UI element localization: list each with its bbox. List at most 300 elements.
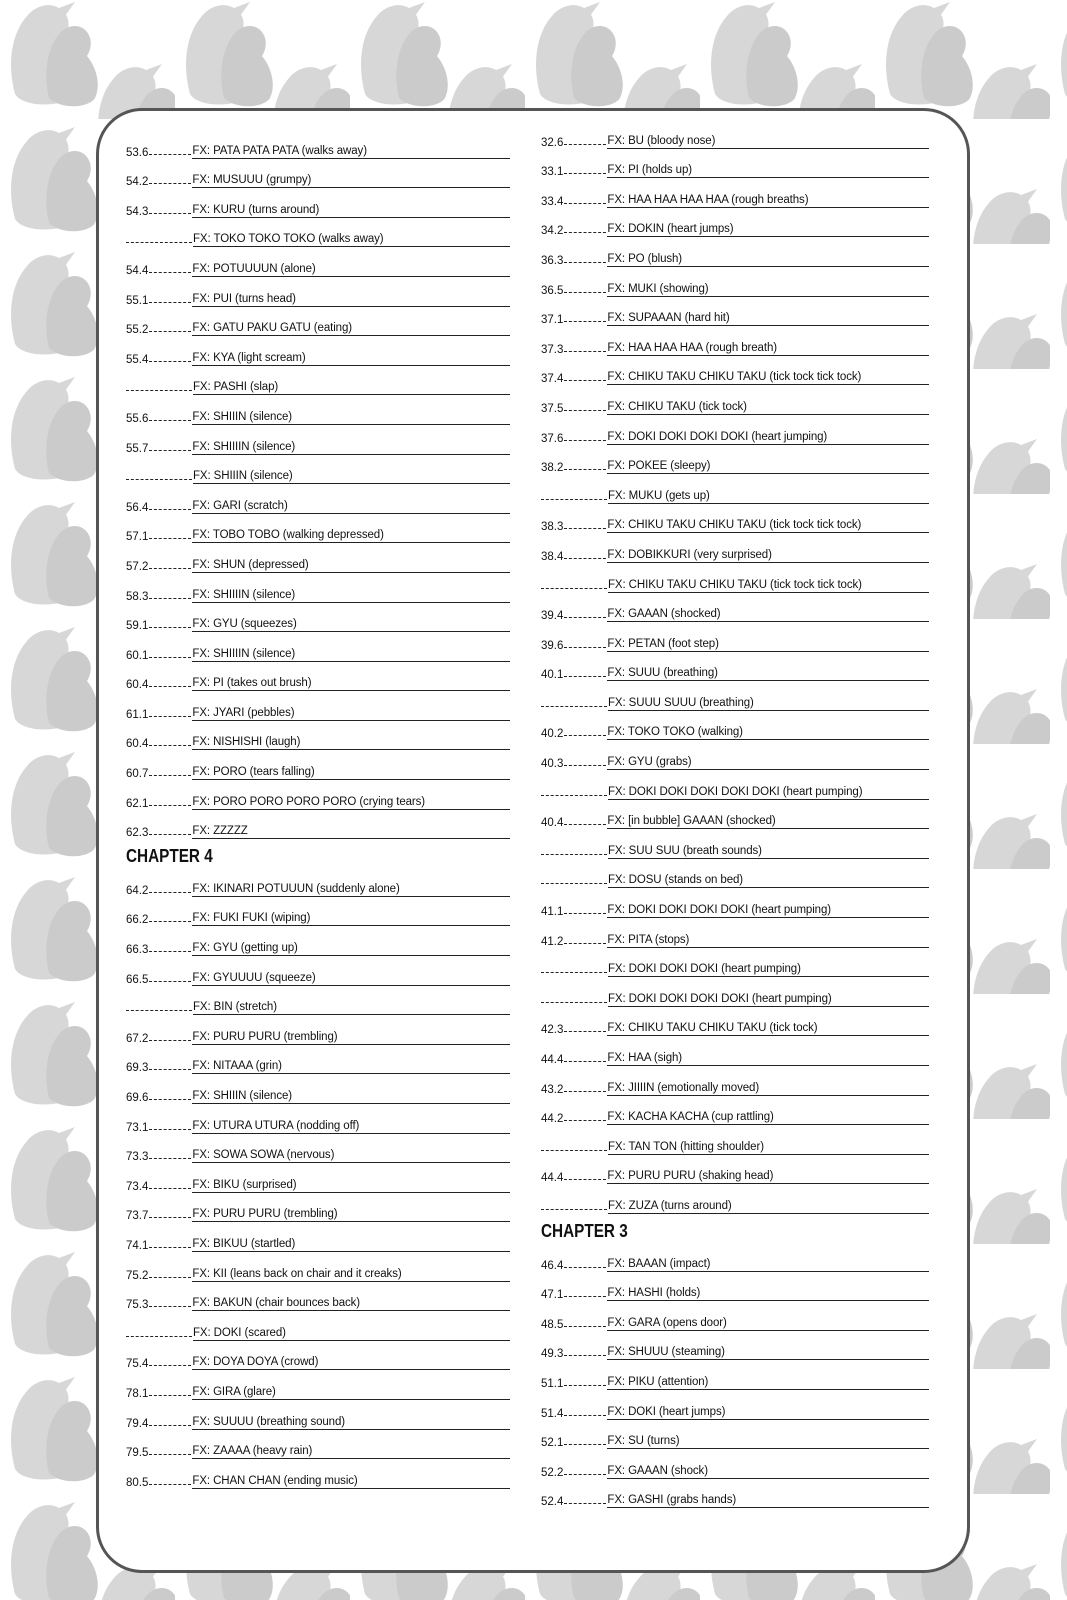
- fx-text: FX: CHAN CHAN (ending music): [192, 1475, 510, 1489]
- page-ref: 69.3: [126, 1062, 149, 1075]
- fx-entry: [126, 484, 510, 514]
- fx-text: FX: HAA HAA HAA (rough breath): [607, 342, 929, 356]
- dash-leader: [149, 657, 191, 658]
- page-ref: 75.3: [126, 1299, 149, 1312]
- fx-entry: [126, 573, 510, 603]
- dash-leader: [541, 972, 607, 973]
- fx-text: FX: GYU (squeezes): [192, 618, 510, 632]
- fx-entry: [541, 326, 929, 356]
- page-ref: 73.7: [126, 1210, 149, 1223]
- fx-entry: [541, 208, 929, 238]
- fx-text: FX: SHIIIIN (silence): [192, 648, 510, 662]
- left-column: [126, 129, 510, 1489]
- left-entries-a: [126, 129, 510, 839]
- fx-entry: [541, 977, 929, 1007]
- dash-leader: [541, 499, 607, 500]
- fx-entry: [541, 652, 929, 682]
- page-ref: 57.1: [126, 531, 149, 544]
- page-ref: 41.1: [541, 906, 564, 919]
- fx-entry: [541, 1301, 929, 1331]
- fx-entry: [126, 1311, 510, 1341]
- page-ref: 60.1: [126, 649, 149, 662]
- page-ref: 33.4: [541, 195, 564, 208]
- page-ref: 60.4: [126, 679, 149, 692]
- page-ref: 47.1: [541, 1289, 564, 1302]
- fx-text: FX: BAKUN (chair bounces back): [192, 1297, 510, 1311]
- fx-text: FX: KACHA KACHA (cup rattling): [607, 1111, 929, 1125]
- dash-leader: [564, 1091, 606, 1092]
- dash-leader: [149, 538, 191, 539]
- fx-entry: [126, 1252, 510, 1282]
- right-entries-b: [541, 1242, 929, 1508]
- page-ref: 64.2: [126, 884, 149, 897]
- dash-leader: [149, 183, 191, 184]
- right-entries-a: [541, 119, 929, 1214]
- fx-entry: [541, 1036, 929, 1066]
- dash-leader: [149, 361, 191, 362]
- page-ref: 60.4: [126, 738, 149, 751]
- fx-entry: [126, 1341, 510, 1371]
- fx-text: FX: TOKO TOKO (walking): [607, 726, 929, 740]
- fx-entry: [541, 1331, 929, 1361]
- fx-entry: [541, 800, 929, 830]
- right-column: [541, 119, 929, 1508]
- fx-text: FX: PORO (tears falling): [192, 766, 510, 780]
- dash-leader: [564, 351, 606, 352]
- fx-entry: [541, 415, 929, 445]
- dash-leader: [149, 1188, 191, 1189]
- fx-entry: [541, 681, 929, 711]
- page-ref: 44.4: [541, 1054, 564, 1066]
- fx-text: FX: SHIIIIN (silence): [192, 441, 510, 455]
- fx-entry: [541, 1272, 929, 1302]
- page-ref: 40.3: [541, 758, 564, 771]
- page-ref: 39.4: [541, 610, 564, 623]
- fx-entry: [541, 1420, 929, 1450]
- fx-entry: [541, 385, 929, 415]
- fx-text: FX: SHIIIN (silence): [192, 1090, 510, 1104]
- page-ref: 42.3: [541, 1024, 564, 1037]
- page-ref: 43.2: [541, 1083, 564, 1096]
- page-ref: 53.6: [126, 146, 149, 159]
- fx-entry: [126, 1074, 510, 1104]
- dash-leader: [149, 1454, 191, 1455]
- dash-leader: [564, 203, 606, 204]
- fx-text: FX: SU (turns): [607, 1435, 929, 1449]
- fx-entry: [541, 1096, 929, 1126]
- dash-leader: [149, 154, 191, 155]
- dash-leader: [149, 509, 191, 510]
- fx-entry: [541, 918, 929, 948]
- dash-leader: [564, 1385, 606, 1386]
- fx-entry: [541, 563, 929, 593]
- dash-leader: [149, 1365, 191, 1366]
- page-ref: 55.6: [126, 412, 149, 425]
- fx-text: FX: PUI (turns head): [192, 293, 510, 307]
- fx-text: FX: CHIKU TAKU (tick tock): [607, 401, 929, 415]
- page-ref: 74.1: [126, 1239, 149, 1252]
- page-ref: 78.1: [126, 1387, 149, 1400]
- dash-leader: [149, 686, 191, 687]
- fx-text: FX: PI (holds up): [607, 164, 929, 178]
- fx-text: FX: GAAAN (shock): [607, 1465, 929, 1479]
- fx-text: FX: DOKI (heart jumps): [607, 1406, 929, 1420]
- fx-text: FX: IKINARI POTUUUN (suddenly alone): [192, 883, 510, 897]
- page-ref: 46.4: [541, 1259, 564, 1272]
- dash-leader: [541, 854, 607, 855]
- fx-text: FX: DOKI DOKI DOKI DOKI (heart jumping): [607, 431, 929, 445]
- fx-entry: [541, 237, 929, 267]
- page-ref: 38.2: [541, 462, 564, 475]
- fx-text: FX: NISHISHI (laugh): [192, 736, 510, 750]
- fx-entry: [126, 897, 510, 927]
- fx-text: FX: BU (bloody nose): [607, 135, 929, 149]
- fx-entry: [541, 1155, 929, 1185]
- page-ref: 54.2: [126, 176, 149, 189]
- dash-leader: [564, 321, 606, 322]
- page-ref: 33.1: [541, 166, 564, 179]
- fx-entry: [126, 926, 510, 956]
- page-ref: 40.4: [541, 817, 564, 830]
- page-ref: 55.7: [126, 442, 149, 455]
- page-ref: 60.7: [126, 768, 149, 781]
- page-ref: 51.1: [541, 1377, 564, 1390]
- page-ref: 44.2: [541, 1113, 564, 1126]
- fx-text: FX: SUU SUU (breath sounds): [608, 845, 929, 859]
- dash-leader: [149, 213, 191, 214]
- page-ref: 37.3: [541, 343, 564, 356]
- page-ref: 66.3: [126, 944, 149, 957]
- dash-leader: [149, 1277, 191, 1278]
- dash-leader: [149, 834, 191, 835]
- fx-entry: [126, 188, 510, 218]
- dash-leader: [541, 1002, 607, 1003]
- fx-text: FX: SHIIIIN (silence): [192, 589, 510, 603]
- fx-entry: [541, 593, 929, 623]
- fx-entry: [126, 1400, 510, 1430]
- dash-leader: [564, 1503, 606, 1504]
- fx-text: FX: SHIIIN (silence): [192, 411, 510, 425]
- page-ref: 32.6: [541, 136, 564, 149]
- page-ref: 69.6: [126, 1092, 149, 1104]
- page-ref: 52.2: [541, 1466, 564, 1479]
- dash-leader: [126, 1010, 192, 1011]
- fx-text: FX: GYU (getting up): [192, 942, 510, 956]
- fx-entry: [126, 750, 510, 780]
- fx-text: FX: JIIIIN (emotionally moved): [607, 1082, 929, 1096]
- dash-leader: [149, 302, 191, 303]
- page-ref: 56.4: [126, 501, 149, 514]
- fx-text: FX: GYUUUU (squeeze): [192, 972, 510, 986]
- page-ref: 37.1: [541, 314, 564, 327]
- fx-text: FX: SHUUU (steaming): [607, 1346, 929, 1360]
- fx-entry: [541, 1125, 929, 1155]
- page-ref: 73.1: [126, 1121, 149, 1134]
- page-ref: 54.3: [126, 205, 149, 218]
- page-ref: 52.1: [541, 1437, 564, 1450]
- page-ref: 79.5: [126, 1447, 149, 1460]
- dash-leader: [564, 1179, 606, 1180]
- dash-leader: [564, 528, 606, 529]
- fx-entry: [541, 1449, 929, 1479]
- dash-leader: [564, 232, 606, 233]
- dash-leader: [541, 795, 607, 796]
- fx-text: FX: CHIKU TAKU CHIKU TAKU (tick tock): [607, 1022, 929, 1036]
- fx-text: FX: PITA (stops): [607, 934, 929, 948]
- page-ref: 66.5: [126, 973, 149, 986]
- fx-entry: [126, 1430, 510, 1460]
- dash-leader: [149, 627, 191, 628]
- page-ref: 51.4: [541, 1407, 564, 1420]
- fx-entry: [541, 297, 929, 327]
- fx-text: FX: SUPAAAN (hard hit): [607, 312, 929, 326]
- fx-text: FX: ZZZZZ: [192, 825, 510, 839]
- left-entries-b: [126, 867, 510, 1488]
- fx-entry: [126, 1370, 510, 1400]
- fx-text: FX: DOYA DOYA (crowd): [192, 1356, 510, 1370]
- dash-leader: [149, 1099, 191, 1100]
- page-ref: 62.1: [126, 797, 149, 810]
- dash-leader: [149, 921, 191, 922]
- fx-text: FX: MUKI (showing): [607, 283, 929, 297]
- dash-leader: [149, 1306, 191, 1307]
- page-ref: 57.2: [126, 560, 149, 573]
- fx-text: FX: SUUUU (breathing sound): [192, 1416, 510, 1430]
- page-ref: 73.3: [126, 1151, 149, 1164]
- chapter-heading-3: CHAPTER 3: [541, 1220, 628, 1241]
- fx-text: FX: PORO PORO PORO PORO (crying tears): [192, 796, 510, 810]
- fx-entry: [126, 1193, 510, 1223]
- fx-text: FX: GARA (opens door): [607, 1317, 929, 1331]
- page-ref: 75.2: [126, 1269, 149, 1282]
- page-ref: 55.1: [126, 294, 149, 307]
- dash-leader: [149, 1247, 191, 1248]
- fx-text: FX: GASHI (grabs hands): [607, 1494, 929, 1508]
- fx-entry: [126, 1134, 510, 1164]
- fx-text: FX: PIKU (attention): [607, 1376, 929, 1390]
- page-ref: 79.4: [126, 1417, 149, 1430]
- dash-leader: [564, 824, 606, 825]
- fx-entry: [126, 366, 510, 396]
- fx-text: FX: SUUU (breathing): [607, 667, 929, 681]
- dash-leader: [541, 1150, 607, 1151]
- fx-text: FX: KURU (turns around): [192, 204, 510, 218]
- page-ref: 66.2: [126, 914, 149, 927]
- dash-leader: [149, 450, 191, 451]
- fx-entry: [126, 395, 510, 425]
- dash-leader: [564, 1444, 606, 1445]
- dash-leader: [149, 1484, 191, 1485]
- fx-entry: [541, 267, 929, 297]
- fx-text: FX: KII (leans back on chair and it creaks): [192, 1268, 510, 1282]
- fx-text: FX: HAA HAA HAA HAA (rough breaths): [607, 194, 929, 208]
- dash-leader: [564, 1120, 606, 1121]
- fx-text: FX: DOKI DOKI DOKI DOKI DOKI (heart pumping): [608, 786, 929, 800]
- dash-leader: [126, 390, 192, 391]
- dash-leader: [564, 1326, 606, 1327]
- fx-text: FX: PASHI (slap): [193, 381, 510, 395]
- dash-leader: [149, 420, 191, 421]
- page-ref: 40.1: [541, 669, 564, 682]
- fx-entry: [126, 632, 510, 662]
- fx-text: FX: DOBIKKURI (very surprised): [607, 549, 929, 563]
- dash-leader: [564, 262, 606, 263]
- fx-entry: [126, 247, 510, 277]
- page-ref: 59.1: [126, 620, 149, 633]
- dash-leader: [126, 479, 192, 480]
- page-ref: 41.2: [541, 935, 564, 948]
- fx-text: FX: HAA (sigh): [607, 1052, 929, 1066]
- page-ref: 37.6: [541, 432, 564, 445]
- dash-leader: [149, 1069, 191, 1070]
- fx-entry: [126, 1282, 510, 1312]
- dash-leader: [564, 913, 606, 914]
- fx-text: FX: [in bubble] GAAAN (shocked): [607, 815, 929, 829]
- page-ref: 49.3: [541, 1348, 564, 1361]
- fx-entry: [126, 543, 510, 573]
- fx-text: FX: DOSU (stands on bed): [608, 874, 929, 888]
- dash-leader: [564, 1355, 606, 1356]
- dash-leader: [564, 144, 606, 145]
- fx-entry: [541, 888, 929, 918]
- page-ref: 48.5: [541, 1318, 564, 1331]
- dash-leader: [564, 1415, 606, 1416]
- fx-text: FX: PI (takes out brush): [192, 677, 510, 691]
- dash-leader: [564, 1267, 606, 1268]
- fx-entry: [126, 867, 510, 897]
- fx-entry: [126, 1222, 510, 1252]
- fx-text: FX: PURU PURU (trembling): [192, 1031, 510, 1045]
- dash-leader: [149, 981, 191, 982]
- fx-text: FX: MUKU (gets up): [608, 490, 929, 504]
- page-ref: 40.2: [541, 728, 564, 741]
- fx-entry: [541, 829, 929, 859]
- dash-leader: [149, 1158, 191, 1159]
- fx-entry: [126, 277, 510, 307]
- fx-text: FX: UTURA UTURA (nodding off): [192, 1120, 510, 1134]
- fx-text: FX: ZAAAA (heavy rain): [192, 1445, 510, 1459]
- fx-entry: [126, 986, 510, 1016]
- fx-text: FX: HASHI (holds): [607, 1287, 929, 1301]
- fx-text: FX: CHIKU TAKU CHIKU TAKU (tick tock tick tock): [608, 579, 929, 593]
- dash-leader: [541, 1209, 607, 1210]
- page-ref: 44.4: [541, 1172, 564, 1185]
- fx-entry: [541, 740, 929, 770]
- fx-entry: [541, 1066, 929, 1096]
- fx-entry: [126, 1459, 510, 1489]
- fx-text: FX: ZUZA (turns around): [608, 1200, 929, 1214]
- fx-text: FX: PETAN (foot step): [607, 638, 929, 652]
- fx-entry: [541, 1479, 929, 1509]
- fx-text: FX: GIRA (glare): [192, 1386, 510, 1400]
- fx-text: FX: PURU PURU (trembling): [192, 1208, 510, 1222]
- fx-text: FX: DOKI DOKI DOKI DOKI (heart pumping): [608, 993, 929, 1007]
- dash-leader: [149, 1040, 191, 1041]
- fx-text: FX: PO (blush): [607, 253, 929, 267]
- dash-leader: [564, 1474, 606, 1475]
- fx-text: FX: PATA PATA PATA (walks away): [192, 145, 510, 159]
- fx-entry: [541, 1390, 929, 1420]
- fx-entry: [541, 149, 929, 179]
- fx-entry: [541, 504, 929, 534]
- fx-text: FX: CHIKU TAKU CHIKU TAKU (tick tock tick tock): [607, 371, 929, 385]
- fx-entry: [541, 356, 929, 386]
- fx-text: FX: SOWA SOWA (nervous): [192, 1149, 510, 1163]
- fx-text: FX: GARI (scratch): [192, 500, 510, 514]
- page-ref: 61.1: [126, 708, 149, 721]
- chapter-heading-4: CHAPTER 4: [126, 846, 213, 867]
- dash-leader: [126, 1336, 192, 1337]
- fx-entry: [541, 178, 929, 208]
- fx-entry: [126, 691, 510, 721]
- fx-text: FX: BIN (stretch): [193, 1001, 510, 1015]
- dash-leader: [564, 558, 606, 559]
- fx-text: FX: BIKUU (startled): [192, 1238, 510, 1252]
- fx-entry: [541, 770, 929, 800]
- fx-entry: [126, 425, 510, 455]
- page-ref: 58.3: [126, 590, 149, 603]
- dash-leader: [564, 1061, 606, 1062]
- dash-leader: [149, 1425, 191, 1426]
- dash-leader: [564, 173, 606, 174]
- dash-leader: [541, 706, 607, 707]
- fx-entry: [126, 455, 510, 485]
- dash-leader: [149, 331, 191, 332]
- dash-leader: [564, 410, 606, 411]
- fx-entry: [126, 514, 510, 544]
- fx-entry: [126, 956, 510, 986]
- fx-text: FX: GYU (grabs): [607, 756, 929, 770]
- fx-entry: [541, 622, 929, 652]
- fx-text: FX: TOKO TOKO TOKO (walks away): [193, 233, 510, 247]
- fx-entry: [126, 1045, 510, 1075]
- dash-leader: [149, 745, 191, 746]
- page-ref: 62.3: [126, 827, 149, 840]
- fx-text: FX: FUKI FUKI (wiping): [192, 912, 510, 926]
- dash-leader: [149, 1217, 191, 1218]
- dash-leader: [149, 951, 191, 952]
- fx-entry: [541, 711, 929, 741]
- fx-text: FX: DOKI DOKI DOKI DOKI (heart pumping): [607, 904, 929, 918]
- page-ref: 37.5: [541, 402, 564, 415]
- dash-leader: [564, 943, 606, 944]
- dash-leader: [149, 272, 191, 273]
- dash-leader: [541, 883, 607, 884]
- dash-leader: [149, 598, 191, 599]
- fx-entry: [126, 1104, 510, 1134]
- dash-leader: [149, 892, 191, 893]
- fx-text: FX: BIKU (surprised): [192, 1179, 510, 1193]
- fx-text: FX: GAAAN (shocked): [607, 608, 929, 622]
- fx-text: FX: POTUUUUN (alone): [192, 263, 510, 277]
- page-ref: 39.6: [541, 639, 564, 652]
- page-ref: 36.5: [541, 284, 564, 297]
- fx-entry: [126, 218, 510, 248]
- fx-entry: [541, 445, 929, 475]
- fx-entry: [541, 1242, 929, 1272]
- page-ref: 54.4: [126, 264, 149, 277]
- fx-entry: [126, 810, 510, 840]
- fx-text: FX: DOKIN (heart jumps): [607, 223, 929, 237]
- dash-leader: [564, 292, 606, 293]
- fx-entry: [126, 1015, 510, 1045]
- fx-text: FX: GATU PAKU GATU (eating): [192, 322, 510, 336]
- fx-text: FX: TAN TON (hitting shoulder): [608, 1141, 929, 1155]
- dash-leader: [564, 440, 606, 441]
- page-ref: 38.3: [541, 521, 564, 534]
- fx-entry: [541, 859, 929, 889]
- page-ref: 55.4: [126, 353, 149, 366]
